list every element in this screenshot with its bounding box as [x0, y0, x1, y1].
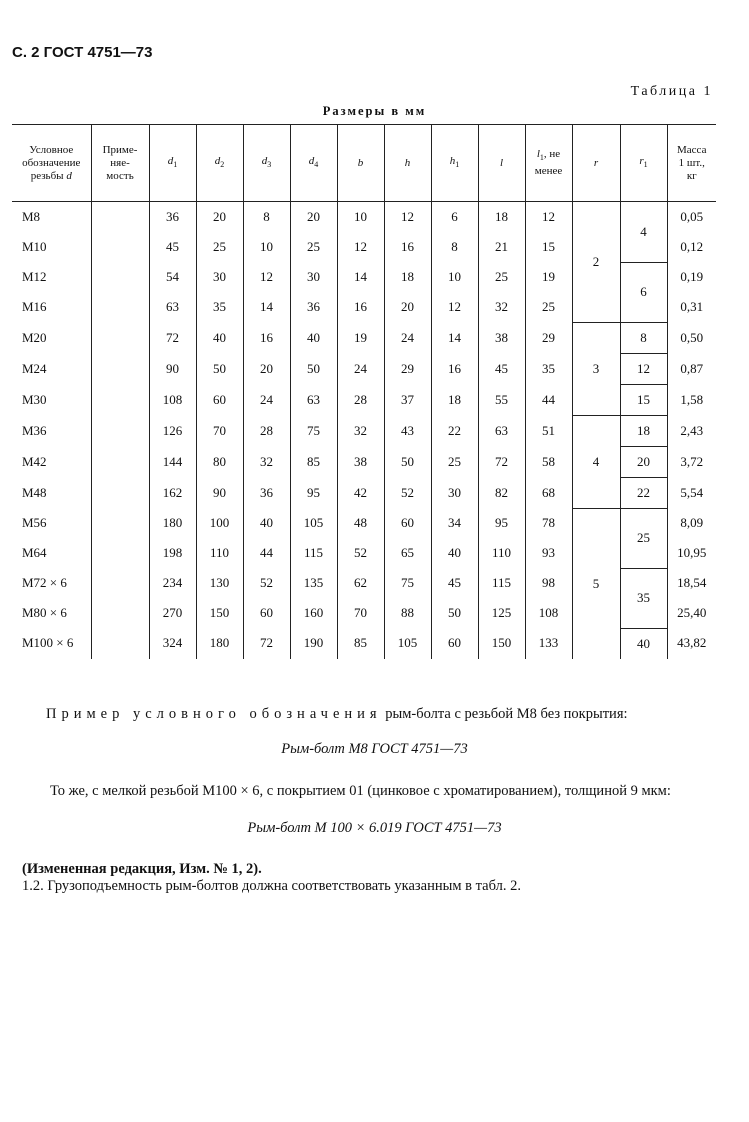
- cell-d4: 115: [290, 538, 337, 568]
- cell-d4: 75: [290, 415, 337, 446]
- cell-thread: М72 × 6: [12, 568, 91, 598]
- cell-l: 110: [478, 538, 525, 568]
- cell-r1: 18: [620, 415, 667, 446]
- cell-h1: 45: [431, 568, 478, 598]
- cell-d1: 234: [149, 568, 196, 598]
- cell-d4: 105: [290, 508, 337, 538]
- cell-d3: 44: [243, 538, 290, 568]
- cell-d2: 80: [196, 446, 243, 477]
- table-body: [12, 202, 716, 659]
- cell-h: 18: [384, 262, 431, 292]
- col-header-l1: $l_1$, не менее: [525, 125, 572, 202]
- cell-applicability: [91, 232, 149, 262]
- cell-h: 105: [384, 628, 431, 659]
- cell-d1: 45: [149, 232, 196, 262]
- table-row: [12, 508, 716, 538]
- cell-l: 55: [478, 384, 525, 415]
- cell-d2: 60: [196, 384, 243, 415]
- cell-h: 43: [384, 415, 431, 446]
- cell-h: 52: [384, 477, 431, 508]
- col-header-l: l: [478, 125, 525, 202]
- dimensions-table: [12, 124, 716, 659]
- cell-d2: 20: [196, 202, 243, 233]
- cell-b: 16: [337, 292, 384, 322]
- col-header-d1: $d_1$: [149, 125, 196, 202]
- cell-l1: 93: [525, 538, 572, 568]
- cell-h1: 18: [431, 384, 478, 415]
- cell-mass: 0,12: [667, 232, 716, 262]
- cell-d4: 50: [290, 353, 337, 384]
- cell-l1: 44: [525, 384, 572, 415]
- example-fine-thread: То же, с мелкой резьбой М100 × 6, с покрытием 01 (цинковое с хроматированием), толщиной 9 мкм:: [50, 783, 671, 799]
- cell-h: 37: [384, 384, 431, 415]
- cell-r1: 15: [620, 384, 667, 415]
- cell-b: 52: [337, 538, 384, 568]
- cell-thread: М56: [12, 508, 91, 538]
- col-header-r1: $r_1$: [620, 125, 667, 202]
- cell-l: 63: [478, 415, 525, 446]
- cell-applicability: [91, 292, 149, 322]
- cell-d1: 180: [149, 508, 196, 538]
- cell-l1: 51: [525, 415, 572, 446]
- cell-d3: 16: [243, 322, 290, 353]
- cell-h1: 30: [431, 477, 478, 508]
- cell-l: 125: [478, 598, 525, 628]
- cell-b: 14: [337, 262, 384, 292]
- cell-applicability: [91, 446, 149, 477]
- cell-d1: 144: [149, 446, 196, 477]
- cell-l1: 78: [525, 508, 572, 538]
- cell-mass: 0,50: [667, 322, 716, 353]
- cell-h1: 8: [431, 232, 478, 262]
- cell-applicability: [91, 628, 149, 659]
- cell-d2: 90: [196, 477, 243, 508]
- cell-applicability: [91, 598, 149, 628]
- cell-b: 38: [337, 446, 384, 477]
- cell-d4: 40: [290, 322, 337, 353]
- cell-d3: 40: [243, 508, 290, 538]
- cell-l: 115: [478, 568, 525, 598]
- designation-example-1: Рым-болт М8 ГОСТ 4751—73: [281, 741, 468, 757]
- cell-thread: М24: [12, 353, 91, 384]
- cell-r1: 40: [620, 628, 667, 659]
- cell-d1: 324: [149, 628, 196, 659]
- col-header-applicability: Приме- няе- мость: [91, 125, 149, 202]
- cell-thread: М8: [12, 202, 91, 233]
- cell-d1: 162: [149, 477, 196, 508]
- table-header-row: [12, 125, 716, 202]
- revision-note: (Измененная редакция, Изм. № 1, 2).: [22, 861, 262, 877]
- cell-h: 60: [384, 508, 431, 538]
- cell-d3: 72: [243, 628, 290, 659]
- cell-b: 10: [337, 202, 384, 233]
- cell-applicability: [91, 568, 149, 598]
- table-row: [12, 322, 716, 353]
- cell-h: 12: [384, 202, 431, 233]
- cell-d1: 63: [149, 292, 196, 322]
- cell-l1: 98: [525, 568, 572, 598]
- cell-b: 19: [337, 322, 384, 353]
- cell-mass: 43,82: [667, 628, 716, 659]
- cell-applicability: [91, 538, 149, 568]
- cell-thread: М16: [12, 292, 91, 322]
- cell-d4: 30: [290, 262, 337, 292]
- cell-l: 25: [478, 262, 525, 292]
- cell-h1: 60: [431, 628, 478, 659]
- cell-l1: 35: [525, 353, 572, 384]
- cell-applicability: [91, 353, 149, 384]
- cell-d4: 190: [290, 628, 337, 659]
- cell-l1: 29: [525, 322, 572, 353]
- cell-d2: 70: [196, 415, 243, 446]
- cell-l1: 25: [525, 292, 572, 322]
- page-header: С. 2 ГОСТ 4751—73: [12, 44, 153, 61]
- sizes-caption: Размеры в мм: [322, 104, 427, 118]
- cell-applicability: [91, 508, 149, 538]
- cell-applicability: [91, 384, 149, 415]
- cell-d2: 150: [196, 598, 243, 628]
- cell-h1: 10: [431, 262, 478, 292]
- cell-h1: 6: [431, 202, 478, 233]
- cell-d4: 25: [290, 232, 337, 262]
- cell-d3: 24: [243, 384, 290, 415]
- cell-l1: 12: [525, 202, 572, 233]
- cell-mass: 25,40: [667, 598, 716, 628]
- cell-h: 50: [384, 446, 431, 477]
- cell-l1: 19: [525, 262, 572, 292]
- cell-d3: 52: [243, 568, 290, 598]
- cell-b: 32: [337, 415, 384, 446]
- cell-d1: 198: [149, 538, 196, 568]
- cell-thread: М80 × 6: [12, 598, 91, 628]
- cell-thread: М30: [12, 384, 91, 415]
- cell-l1: 133: [525, 628, 572, 659]
- cell-d3: 10: [243, 232, 290, 262]
- cell-d1: 126: [149, 415, 196, 446]
- cell-h1: 16: [431, 353, 478, 384]
- cell-d2: 130: [196, 568, 243, 598]
- cell-mass: 18,54: [667, 568, 716, 598]
- cell-h1: 40: [431, 538, 478, 568]
- cell-mass: 0,19: [667, 262, 716, 292]
- cell-d1: 270: [149, 598, 196, 628]
- cell-thread: М48: [12, 477, 91, 508]
- cell-thread: М36: [12, 415, 91, 446]
- cell-r: 5: [572, 508, 620, 659]
- cell-mass: 0,31: [667, 292, 716, 322]
- cell-h1: 50: [431, 598, 478, 628]
- cell-b: 28: [337, 384, 384, 415]
- cell-l1: 15: [525, 232, 572, 262]
- cell-d3: 20: [243, 353, 290, 384]
- col-header-b: b: [337, 125, 384, 202]
- cell-r1: 20: [620, 446, 667, 477]
- col-header-d2: $d_2$: [196, 125, 243, 202]
- cell-d4: 95: [290, 477, 337, 508]
- cell-b: 85: [337, 628, 384, 659]
- cell-mass: 1,58: [667, 384, 716, 415]
- cell-b: 42: [337, 477, 384, 508]
- cell-mass: 2,43: [667, 415, 716, 446]
- cell-l: 82: [478, 477, 525, 508]
- cell-applicability: [91, 322, 149, 353]
- cell-d4: 63: [290, 384, 337, 415]
- cell-d2: 30: [196, 262, 243, 292]
- cell-d1: 72: [149, 322, 196, 353]
- cell-d2: 35: [196, 292, 243, 322]
- col-header-mass: Масса 1 шт., кг: [667, 125, 716, 202]
- cell-b: 62: [337, 568, 384, 598]
- cell-d4: 20: [290, 202, 337, 233]
- cell-l1: 58: [525, 446, 572, 477]
- cell-d4: 36: [290, 292, 337, 322]
- col-header-thread: Условное обозначение резьбы d: [12, 125, 91, 202]
- cell-r1: 8: [620, 322, 667, 353]
- col-header-h: h: [384, 125, 431, 202]
- cell-d1: 90: [149, 353, 196, 384]
- cell-h1: 25: [431, 446, 478, 477]
- cell-d1: 108: [149, 384, 196, 415]
- cell-h: 88: [384, 598, 431, 628]
- cell-applicability: [91, 202, 149, 233]
- cell-thread: М10: [12, 232, 91, 262]
- cell-r1: 4: [620, 202, 667, 263]
- col-header-r: r: [572, 125, 620, 202]
- cell-r: 2: [572, 202, 620, 323]
- table-row: [12, 202, 716, 233]
- cell-d2: 180: [196, 628, 243, 659]
- cell-h: 75: [384, 568, 431, 598]
- cell-mass: 5,54: [667, 477, 716, 508]
- cell-r: 4: [572, 415, 620, 508]
- cell-d4: 135: [290, 568, 337, 598]
- cell-d3: 28: [243, 415, 290, 446]
- cell-r1: 22: [620, 477, 667, 508]
- cell-l: 18: [478, 202, 525, 233]
- cell-l: 32: [478, 292, 525, 322]
- cell-d1: 54: [149, 262, 196, 292]
- cell-mass: 8,09: [667, 508, 716, 538]
- cell-mass: 0,87: [667, 353, 716, 384]
- cell-b: 12: [337, 232, 384, 262]
- cell-thread: М20: [12, 322, 91, 353]
- cell-l: 45: [478, 353, 525, 384]
- cell-h1: 12: [431, 292, 478, 322]
- table-number: Таблица 1: [630, 84, 713, 99]
- cell-applicability: [91, 477, 149, 508]
- cell-b: 70: [337, 598, 384, 628]
- cell-d2: 110: [196, 538, 243, 568]
- cell-h: 24: [384, 322, 431, 353]
- cell-r1: 25: [620, 508, 667, 568]
- col-header-h1: $h_1$: [431, 125, 478, 202]
- designation-example-2: Рым-болт М 100 × 6.019 ГОСТ 4751—73: [247, 820, 502, 836]
- cell-d2: 40: [196, 322, 243, 353]
- cell-h: 65: [384, 538, 431, 568]
- cell-d4: 85: [290, 446, 337, 477]
- cell-h1: 22: [431, 415, 478, 446]
- col-header-d3: $d_3$: [243, 125, 290, 202]
- cell-l: 95: [478, 508, 525, 538]
- cell-d3: 8: [243, 202, 290, 233]
- cell-l: 72: [478, 446, 525, 477]
- cell-h: 16: [384, 232, 431, 262]
- cell-applicability: [91, 415, 149, 446]
- cell-d3: 60: [243, 598, 290, 628]
- cell-l1: 68: [525, 477, 572, 508]
- cell-mass: 3,72: [667, 446, 716, 477]
- cell-r1: 35: [620, 568, 667, 628]
- cell-d2: 25: [196, 232, 243, 262]
- cell-r: 3: [572, 322, 620, 415]
- example-intro: Пример условного обозначения рым-болта с резьбой М8 без покрытия:: [46, 706, 628, 722]
- clause-1-2: 1.2. Грузоподъемность рым-болтов должна соответствовать указанным в табл. 2.: [22, 878, 521, 894]
- cell-h: 20: [384, 292, 431, 322]
- cell-d2: 50: [196, 353, 243, 384]
- col-header-d4: $d_4$: [290, 125, 337, 202]
- cell-thread: М42: [12, 446, 91, 477]
- cell-thread: М100 × 6: [12, 628, 91, 659]
- cell-d2: 100: [196, 508, 243, 538]
- cell-d3: 14: [243, 292, 290, 322]
- cell-l: 150: [478, 628, 525, 659]
- cell-mass: 10,95: [667, 538, 716, 568]
- cell-d4: 160: [290, 598, 337, 628]
- cell-d3: 32: [243, 446, 290, 477]
- cell-r1: 12: [620, 353, 667, 384]
- table-row: [12, 415, 716, 446]
- cell-applicability: [91, 262, 149, 292]
- cell-thread: М12: [12, 262, 91, 292]
- cell-mass: 0,05: [667, 202, 716, 233]
- cell-l: 38: [478, 322, 525, 353]
- cell-r1: 6: [620, 262, 667, 322]
- cell-b: 24: [337, 353, 384, 384]
- cell-h: 29: [384, 353, 431, 384]
- cell-b: 48: [337, 508, 384, 538]
- cell-l1: 108: [525, 598, 572, 628]
- cell-d3: 36: [243, 477, 290, 508]
- cell-h1: 34: [431, 508, 478, 538]
- cell-thread: М64: [12, 538, 91, 568]
- cell-d1: 36: [149, 202, 196, 233]
- cell-d3: 12: [243, 262, 290, 292]
- cell-h1: 14: [431, 322, 478, 353]
- cell-l: 21: [478, 232, 525, 262]
